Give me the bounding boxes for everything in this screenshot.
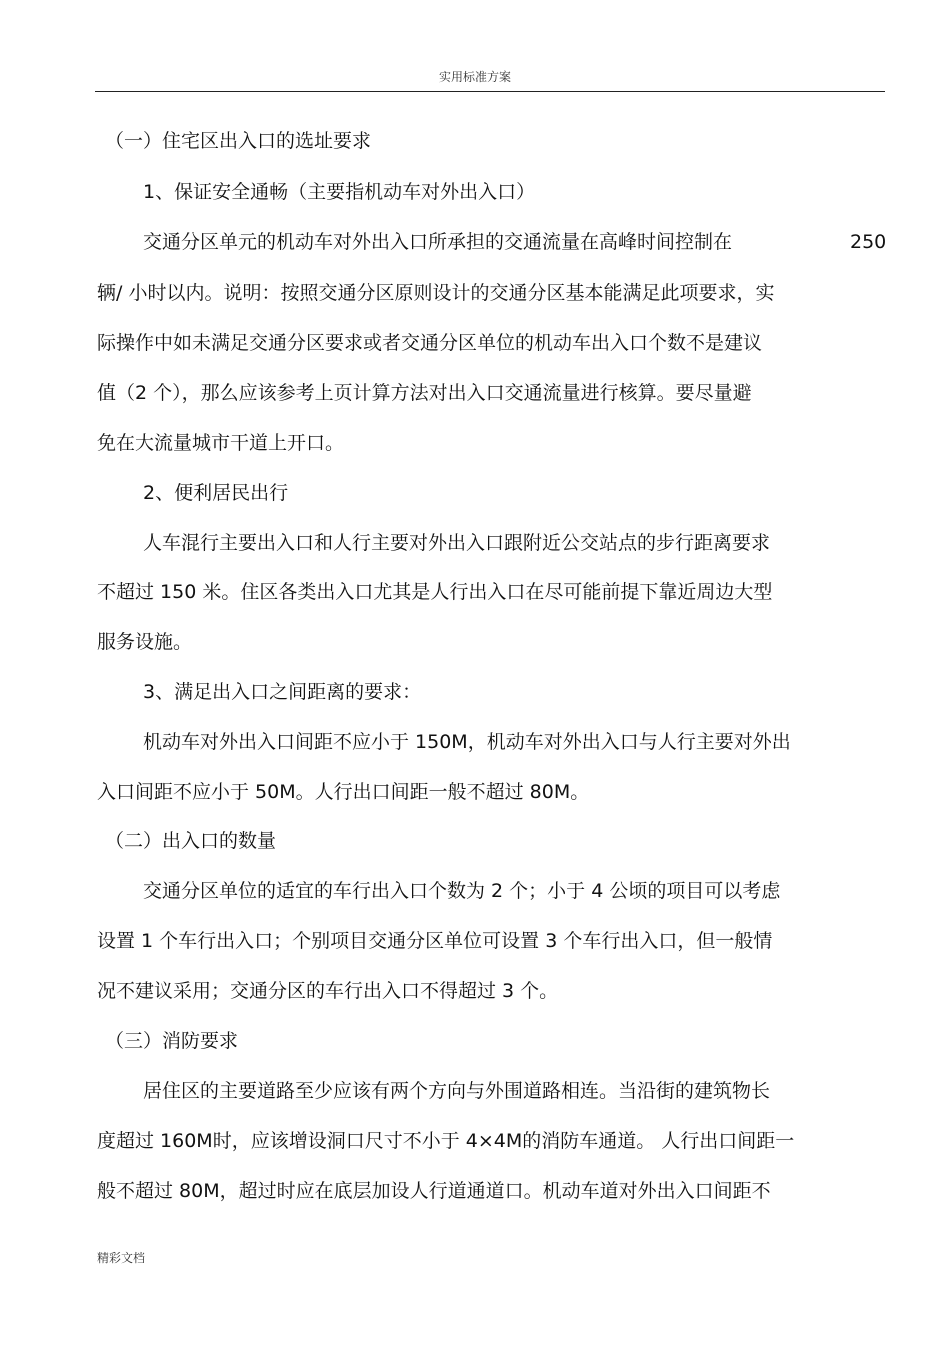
subheading-3: 3、满足出入口之间距离的要求：	[143, 681, 422, 703]
section-heading-1: （一）住宅区出入口的选址要求	[105, 130, 372, 152]
paragraph-line: 入口间距不应小于 50M。人行出口间距一般不超过 80M。	[97, 781, 590, 803]
paragraph-line: 机动车对外出入口间距不应小于 150M，机动车对外出入口与人行主要对外出	[143, 731, 791, 753]
section-heading-3: （三）消防要求	[105, 1030, 239, 1052]
page-footer: 精彩文档	[97, 1251, 146, 1265]
paragraph-line: 服务设施。	[97, 631, 193, 653]
paragraph-line: 不超过 150 米。住区各类出入口尤其是人行出入口在尽可能前提下靠近周边大型	[97, 581, 773, 603]
paragraph-line: 况不建议采用；交通分区的车行出入口不得超过 3 个。	[97, 980, 559, 1002]
paragraph-line: 人车混行主要出入口和人行主要对外出入口跟附近公交站点的步行距离要求	[143, 532, 771, 554]
paragraph-line: 交通分区单位的适宜的车行出入口个数为 2 个；小于 4 公顷的项目可以考虑	[143, 880, 781, 902]
paragraph-line: 居住区的主要道路至少应该有两个方向与外围道路相连。当沿街的建筑物长	[143, 1080, 771, 1102]
header-rule	[95, 91, 885, 92]
paragraph-line: 值（2 个），那么应该参考上页计算方法对出入口交通流量进行核算。要尽量避	[97, 382, 752, 404]
page-header: 实用标准方案	[438, 70, 511, 84]
paragraph-line-tail: 250	[850, 231, 887, 253]
subheading-1: 1、保证安全通畅（主要指机动车对外出入口）	[143, 181, 536, 203]
section-heading-2: （二）出入口的数量	[105, 830, 277, 852]
subheading-2: 2、便利居民出行	[143, 482, 289, 504]
paragraph-line: 辆/ 小时以内。说明：按照交通分区原则设计的交通分区基本能满足此项要求，实	[97, 282, 775, 304]
paragraph-line: 交通分区单元的机动车对外出入口所承担的交通流量在高峰时间控制在	[143, 231, 733, 253]
paragraph-line: 际操作中如未满足交通分区要求或者交通分区单位的机动车出入口个数不是建议	[97, 332, 763, 354]
paragraph-line: 免在大流量城市干道上开口。	[97, 432, 345, 454]
paragraph-line: 度超过 160M时，应该增设洞口尺寸不小于 4×4M的消防车通道。 人行出口间距一	[97, 1130, 795, 1152]
paragraph-line: 设置 1 个车行出入口；个别项目交通分区单位可设置 3 个车行出入口，但一般情	[97, 930, 773, 952]
paragraph-line: 般不超过 80M，超过时应在底层加设人行道通道口。机动车道对外出入口间距不	[97, 1180, 771, 1202]
